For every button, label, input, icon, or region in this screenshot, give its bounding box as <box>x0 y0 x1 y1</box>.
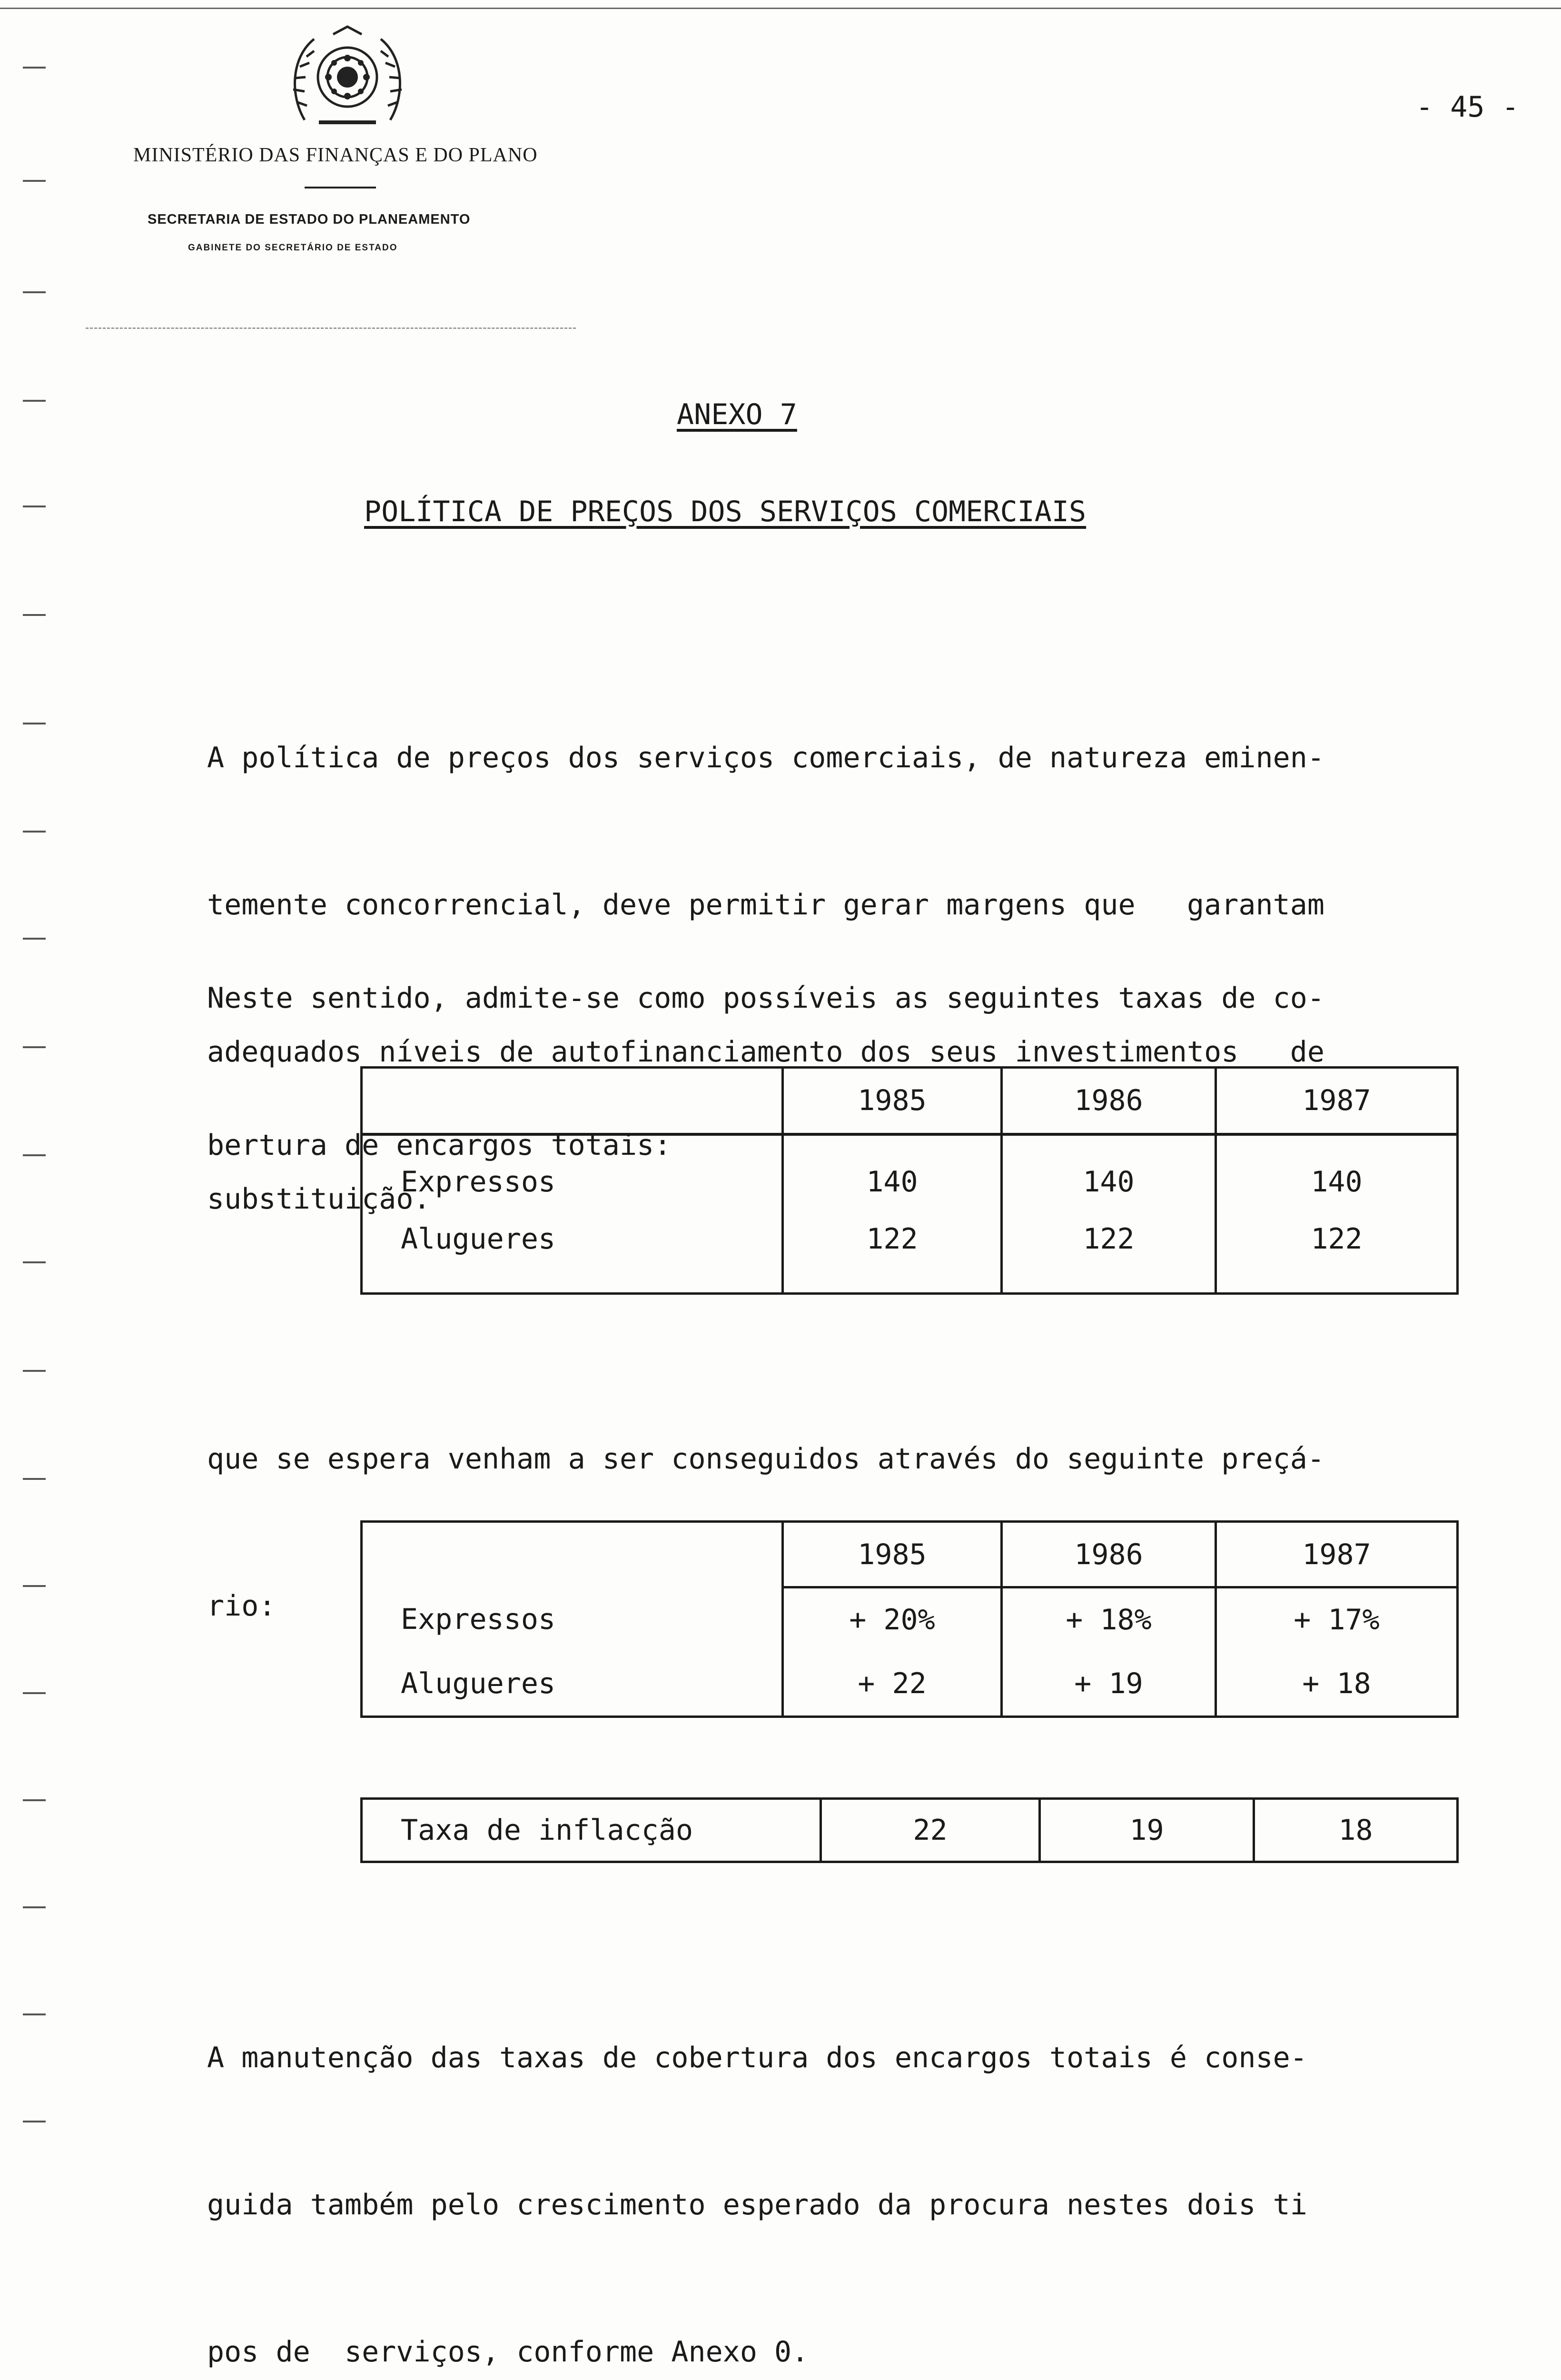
row-label: Expressos <box>362 1587 783 1652</box>
margin-mark <box>23 291 46 293</box>
table-cell: + 20% <box>783 1587 1002 1652</box>
table-header-blank <box>362 1522 783 1587</box>
paragraph-maintenance <box>207 1935 1482 2380</box>
annex-subtitle: POLÍTICA DE PREÇOS DOS SERVIÇOS COMERCIAIS <box>364 495 1087 528</box>
table-header-year: 1987 <box>1216 1068 1458 1134</box>
margin-mark <box>23 723 46 724</box>
margin-mark <box>23 614 46 616</box>
coverage-rates-table <box>360 1066 1459 1295</box>
table-cell: 19 <box>1040 1799 1254 1862</box>
margin-mark <box>23 180 46 182</box>
table-cell: + 22 <box>783 1652 1002 1717</box>
row-label: Taxa de inflacção <box>362 1799 821 1862</box>
paragraph-line: temente concorrencial, deve permitir gerar margens que garantam <box>207 888 1324 922</box>
table-cell: + 18 <box>1216 1652 1458 1717</box>
margin-mark <box>23 1585 46 1587</box>
table-cell: + 17% <box>1216 1587 1458 1652</box>
coat-of-arms-icon <box>286 25 409 127</box>
paragraph-line: pos de serviços, conforme Anexo 0. <box>207 2335 809 2369</box>
table-header-year: 1985 <box>783 1068 1002 1134</box>
header-dashed-rule <box>86 327 576 329</box>
table-cell: 122 <box>1216 1208 1458 1294</box>
paragraph-line: adequados níveis de autofinanciamento dos seus investimentos de <box>207 1035 1324 1069</box>
margin-mark <box>23 938 46 940</box>
margin-mark <box>23 1261 46 1263</box>
table-cell: 122 <box>1002 1208 1216 1294</box>
margin-mark <box>23 1478 46 1480</box>
paragraph-line: Neste sentido, admite-se como possíveis as seguintes taxas de co- <box>207 982 1324 1015</box>
price-increase-table <box>360 1520 1459 1718</box>
inflation-table <box>360 1797 1459 1863</box>
top-border-line <box>0 8 1561 9</box>
gabinete-name: GABINETE DO SECRETÁRIO DE ESTADO <box>188 243 398 253</box>
table-cell: 140 <box>1216 1134 1458 1208</box>
table-cell: 140 <box>1002 1134 1216 1208</box>
annex-title: ANEXO 7 <box>677 398 797 431</box>
paragraph-line: guida também pelo crescimento esperado da procura nestes dois ti <box>207 2188 1307 2221</box>
paragraph-line: A manutenção das taxas de cobertura dos encargos totais é conse- <box>207 2041 1307 2074</box>
table-cell: 140 <box>783 1134 1002 1208</box>
table-cell: + 19 <box>1002 1652 1216 1717</box>
table-header-year: 1986 <box>1002 1522 1216 1587</box>
table-header-year: 1986 <box>1002 1068 1216 1134</box>
margin-mark <box>23 1154 46 1156</box>
margin-mark <box>23 1799 46 1801</box>
table-cell: 122 <box>783 1208 1002 1294</box>
margin-mark <box>23 1046 46 1048</box>
row-label: Alugueres <box>362 1652 783 1717</box>
margin-mark <box>23 1370 46 1372</box>
table-header-year: 1987 <box>1216 1522 1458 1587</box>
margin-mark <box>23 2013 46 2015</box>
margin-mark <box>23 67 46 69</box>
table-cell: + 18% <box>1002 1587 1216 1652</box>
paragraph-line: que se espera venham a ser conseguidos através do seguinte preçá- <box>207 1442 1324 1476</box>
row-label: Expressos <box>362 1134 783 1208</box>
table-cell: 22 <box>821 1799 1040 1862</box>
header-divider <box>305 187 376 188</box>
ministry-name: MINISTÉRIO DAS FINANÇAS E DO PLANO <box>133 144 538 166</box>
table-cell: 18 <box>1254 1799 1458 1862</box>
paragraph-line: A política de preços dos serviços comerciais, de natureza eminen- <box>207 741 1324 774</box>
paragraph-line: bertura de encargos totais: <box>207 1129 672 1162</box>
margin-mark <box>23 2121 46 2122</box>
margin-mark <box>23 400 46 402</box>
margin-mark <box>23 1906 46 1908</box>
margin-mark <box>23 831 46 833</box>
paragraph-line: substituição. <box>207 1182 431 1216</box>
margin-mark <box>23 506 46 507</box>
paragraph-line: rio: <box>207 1589 276 1623</box>
table-header-blank <box>362 1068 783 1134</box>
page-number: - 45 - <box>1416 90 1519 124</box>
row-label: Alugueres <box>362 1208 783 1294</box>
table-header-year: 1985 <box>783 1522 1002 1587</box>
secretaria-name: SECRETARIA DE ESTADO DO PLANEAMENTO <box>148 212 471 227</box>
margin-mark <box>23 1692 46 1694</box>
